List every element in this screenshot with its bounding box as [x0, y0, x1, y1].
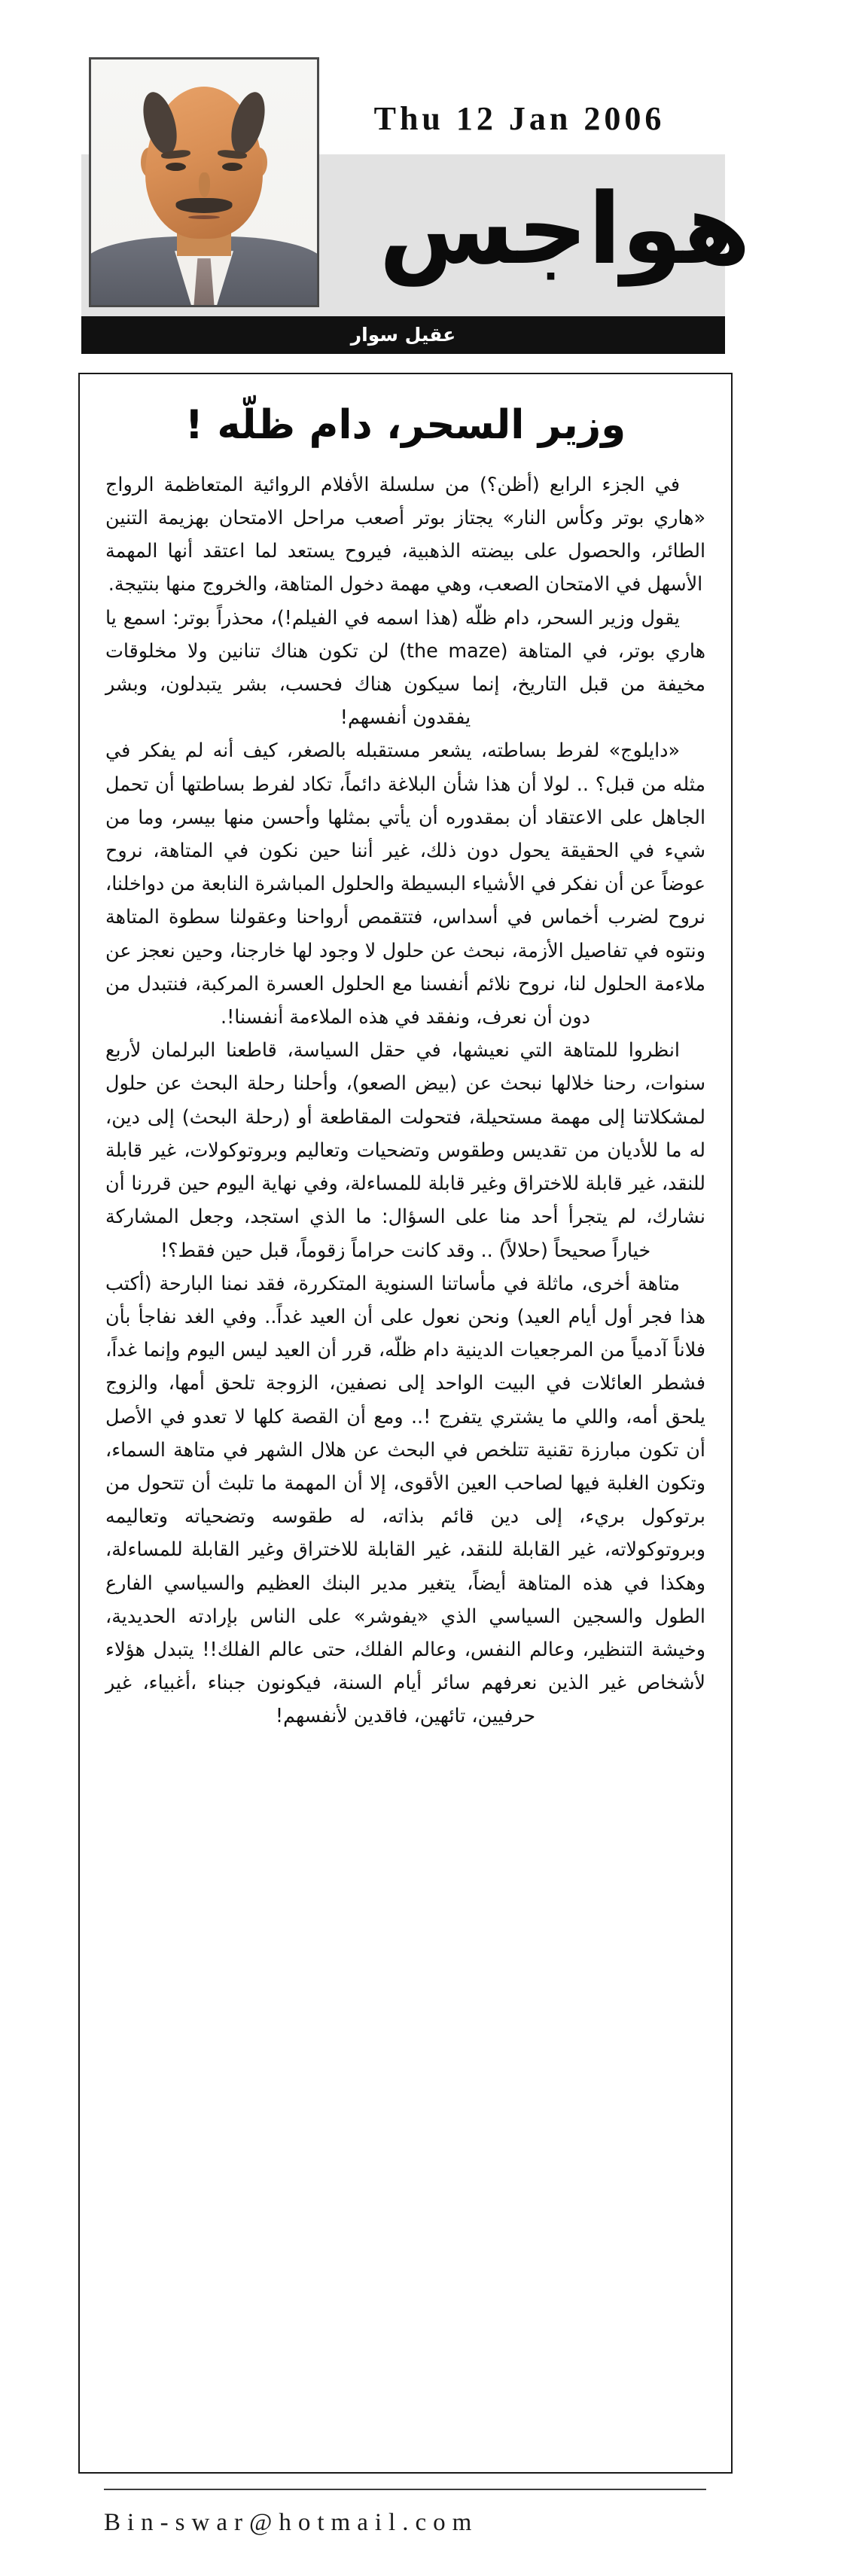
portrait-eye-right [222, 163, 242, 171]
publication-date: Thu 12 Jan 2006 [373, 100, 666, 137]
author-portrait-image [91, 59, 317, 305]
column-title: هواجس [379, 172, 751, 286]
article-paragraph: متاهة أخرى، ماثلة في مأساتنا السنوية المتكررة، فقد نمنا البارحة (أكتب هذا فجر أول أيام العيد) ونحن نعول على أن العيد غداً.. وفي الغد نفاجأ بأن فلاناً آدمياً من المرجعيات الدينية دام ظلّه، قرر أن العيد ليس اليوم وإنما غداً، فشطر العائلات في البيت الواحد إلى نصفين، الزوجة تلحق أمها، والزوج يلحق أمه، واللي ما يشتري يتفرج !.. ومع أن القصة كلها لا تعدو في الأصل أن تكون مبارزة تقنية تتلخص في البحث عن هلال الشهر في متاهة السماء، وتكون الغلبة فيها لصاحب العين الأقوى، إلا أن المهمة ما تلبث أن تتحول من برتوكول بريء، إلى دين قائم بذاته، له طقوسه وتضحياته وتعاليمه وبروتوكولاته، غير القابلة للنقد، غير القابلة للاختراق وغير القابلة للمساءلة، وهكذا في هذه المتاهة أيضاً، يتغير مدير البنك العظيم والسياسي الفارع الطول والسجين السياسي الذي «يفوشر» على الناس بإرادته الحديدية، وخيشة التنظير، وعالم النفس، وعالم الفلك، حتى عالم الفلك!! يتبدل هؤلاء لأشخاص غير الذين نعرفهم سائر أيام السنة، فيكونون جبناء ،أغبياء، غير حرفيين، تائهين، فاقدين لأنفسهم! [105, 1271, 705, 1727]
footer-divider [104, 2489, 706, 2490]
article-body-box [78, 373, 733, 2474]
article-text [105, 468, 705, 1733]
author-portrait [89, 57, 319, 307]
article-paragraph: «دايلوج» لفرط بساطته، يشعر مستقبله بالصغر، كيف أنه لم يفكر في مثله من قبل؟ .. لولا أن هذا شأن البلاغة دائماً، تكاد لفرط بساطتها أن تحمل الجاهل على الاعتقاد أن بمقدوره أن يأتي بمثلها وأحسن منها بيسر، وما من شيء في الحقيقة يحول دون ذلك، غير أننا حين نكون في المتاهة، نروح عوضاً عن أن نفكر في الأشياء البسيطة والحلول المباشرة النابعة من دواخلنا، نروح لضرب أخماس في أسداس، فتتقمص أرواحنا وعقولنا سطوة المتاهة ونتوه في تفاصيل الأزمة، نبحث عن حلول لا وجود لها خارجنا، وحين نعجز عن ملاءمة الحلول لنا، نروح نلائم أنفسنا مع الحلول العسرة المركبة، فنتبدل من دون أن نعرف، ونفقد في هذه الملاءمة أنفسنا!. [105, 739, 705, 1029]
byline-bar [81, 316, 725, 354]
author-name: عقيل سوار [350, 324, 456, 346]
article-paragraph: انظروا للمتاهة التي نعيشها، في حقل السياسة، قاطعنا البرلمان لأربع سنوات، رحنا خلالها نبحث عن (بيض الصعو)، وأحلنا رحلة البحث عن حلول لمشكلاتنا إلى مهمة مستحيلة، فتحولت المقاطعة أو (رحلة البحث) إلى دين، له ما للأديان من تقديس وطقوس وتضحيات وتعاليم وبروتوكولات، غير قابلة للنقد، غير قابلة للاختراق وغير قابلة للمساءلة، وفي نهاية اليوم حين قررنا أن نشارك، لم يتجرأ أحد منا على السؤال: ما الذي استجد، وجعل المشاركة خياراً صحيحاً (حلالاً) .. وقد كانت حراماً زقوماً، قبل حين فقط؟! [105, 1038, 705, 1261]
article-headline: وزير السحر، دام ظلّه ! [184, 402, 626, 448]
portrait-mustache [176, 198, 233, 213]
article-paragraph: يقول وزير السحر، دام ظلّه (هذا اسمه في الفيلم!)، محذراً بوتر: اسمع يا هاري بوتر، في المتاهة (the maze) لن تكون هناك تنانين ولا مخلوقات مخيفة من قبل التاريخ، إنما سيكون هناك فحسب، بشر يتبدلون، وبشر يفقدون أنفسهم! [105, 605, 706, 729]
article-paragraph: في الجزء الرابع (أظن؟) من سلسلة الأفلام الروائية المتعاظمة الرواج «هاري بوتر وكأس النار» يجتاز بوتر أصعب مراحل الامتحان بهزيمة التنين الطائر، والحصول على بيضته الذهبية، فيروح يستعد لما اعتقد أنها المهمة الأسهل في الامتحان الصعب، وهي مهمة دخول المتاهة، والخروج منها بنتيجة. [105, 472, 705, 596]
portrait-eye-left [166, 163, 186, 171]
portrait-nose [199, 172, 210, 197]
masthead [0, 0, 847, 354]
author-email[interactable]: Bin-swar@hotmail.com [104, 2509, 479, 2536]
